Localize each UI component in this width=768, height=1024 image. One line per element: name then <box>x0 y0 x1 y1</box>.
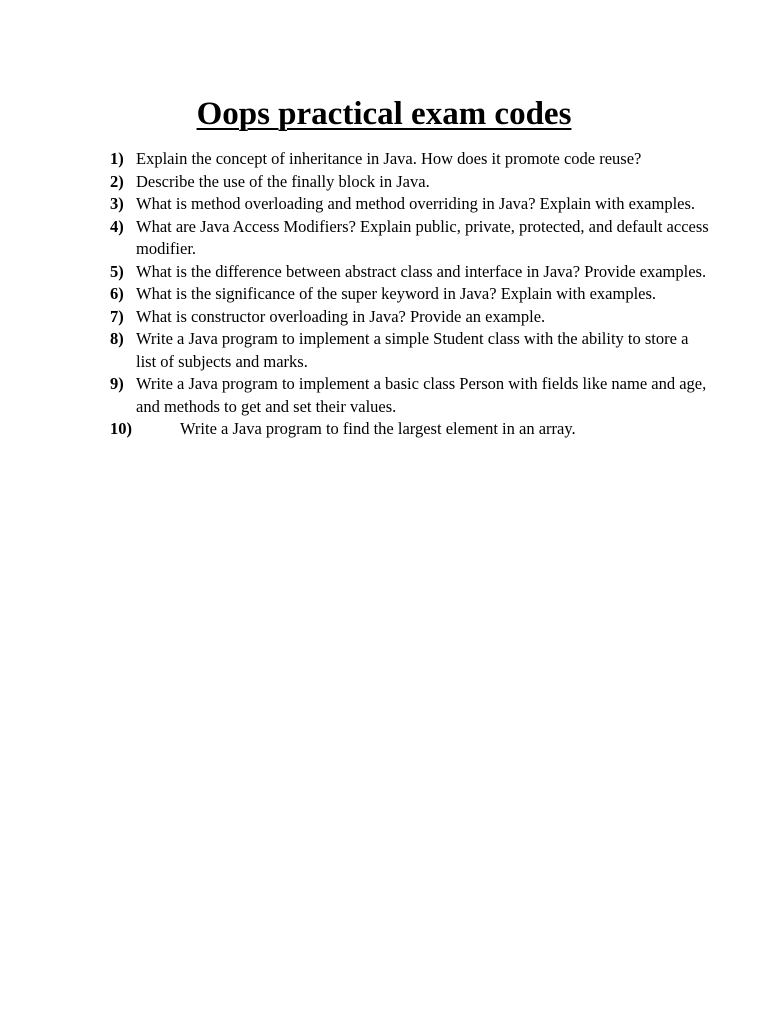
question-number: 4) <box>110 216 124 236</box>
question-number: 7) <box>110 306 124 326</box>
list-item <box>110 306 710 329</box>
list-item <box>110 328 710 373</box>
list-item <box>110 216 710 261</box>
list-item <box>110 148 710 171</box>
question-text: Write a Java program to find the largest element in an array. <box>180 419 576 438</box>
page-title-text: Oops practical exam codes <box>196 96 572 132</box>
question-text: Explain the concept of inheritance in Java. How does it promote code reuse? <box>136 149 642 168</box>
question-number: 6) <box>110 284 124 303</box>
question-text: Write a Java program to implement a basic class Person with fields like name and age, and methods to get and set their values. <box>136 374 707 416</box>
question-text: What is the difference between abstract class and interface in Java? Provide examples. <box>136 261 707 281</box>
question-number: 3) <box>110 194 124 213</box>
list-item <box>110 283 710 306</box>
question-text: Describe the use of the finally block in Java. <box>136 171 430 191</box>
question-text: What is the significance of the super keyword in Java? Explain with examples. <box>136 284 657 303</box>
list-item <box>110 193 710 216</box>
question-text: What is method overloading and method overriding in Java? Explain with examples. <box>136 194 696 213</box>
question-text: What are Java Access Modifiers? Explain public, private, protected, and default access modifier. <box>136 216 709 258</box>
question-number: 2) <box>110 171 124 191</box>
list-item <box>110 261 710 284</box>
page-title <box>0 92 768 136</box>
question-number: 5) <box>110 261 124 281</box>
list-item <box>110 171 710 194</box>
list-item <box>110 418 710 441</box>
question-number: 9) <box>110 374 124 393</box>
question-text: What is constructor overloading in Java? Provide an example. <box>136 306 546 326</box>
question-text: Write a Java program to implement a simple Student class with the ability to store a list of subjects and marks. <box>136 329 689 371</box>
question-number: 10) <box>110 419 132 438</box>
question-number: 1) <box>110 149 124 168</box>
list-item <box>110 373 710 418</box>
question-number: 8) <box>110 329 124 348</box>
question-list <box>110 148 710 441</box>
